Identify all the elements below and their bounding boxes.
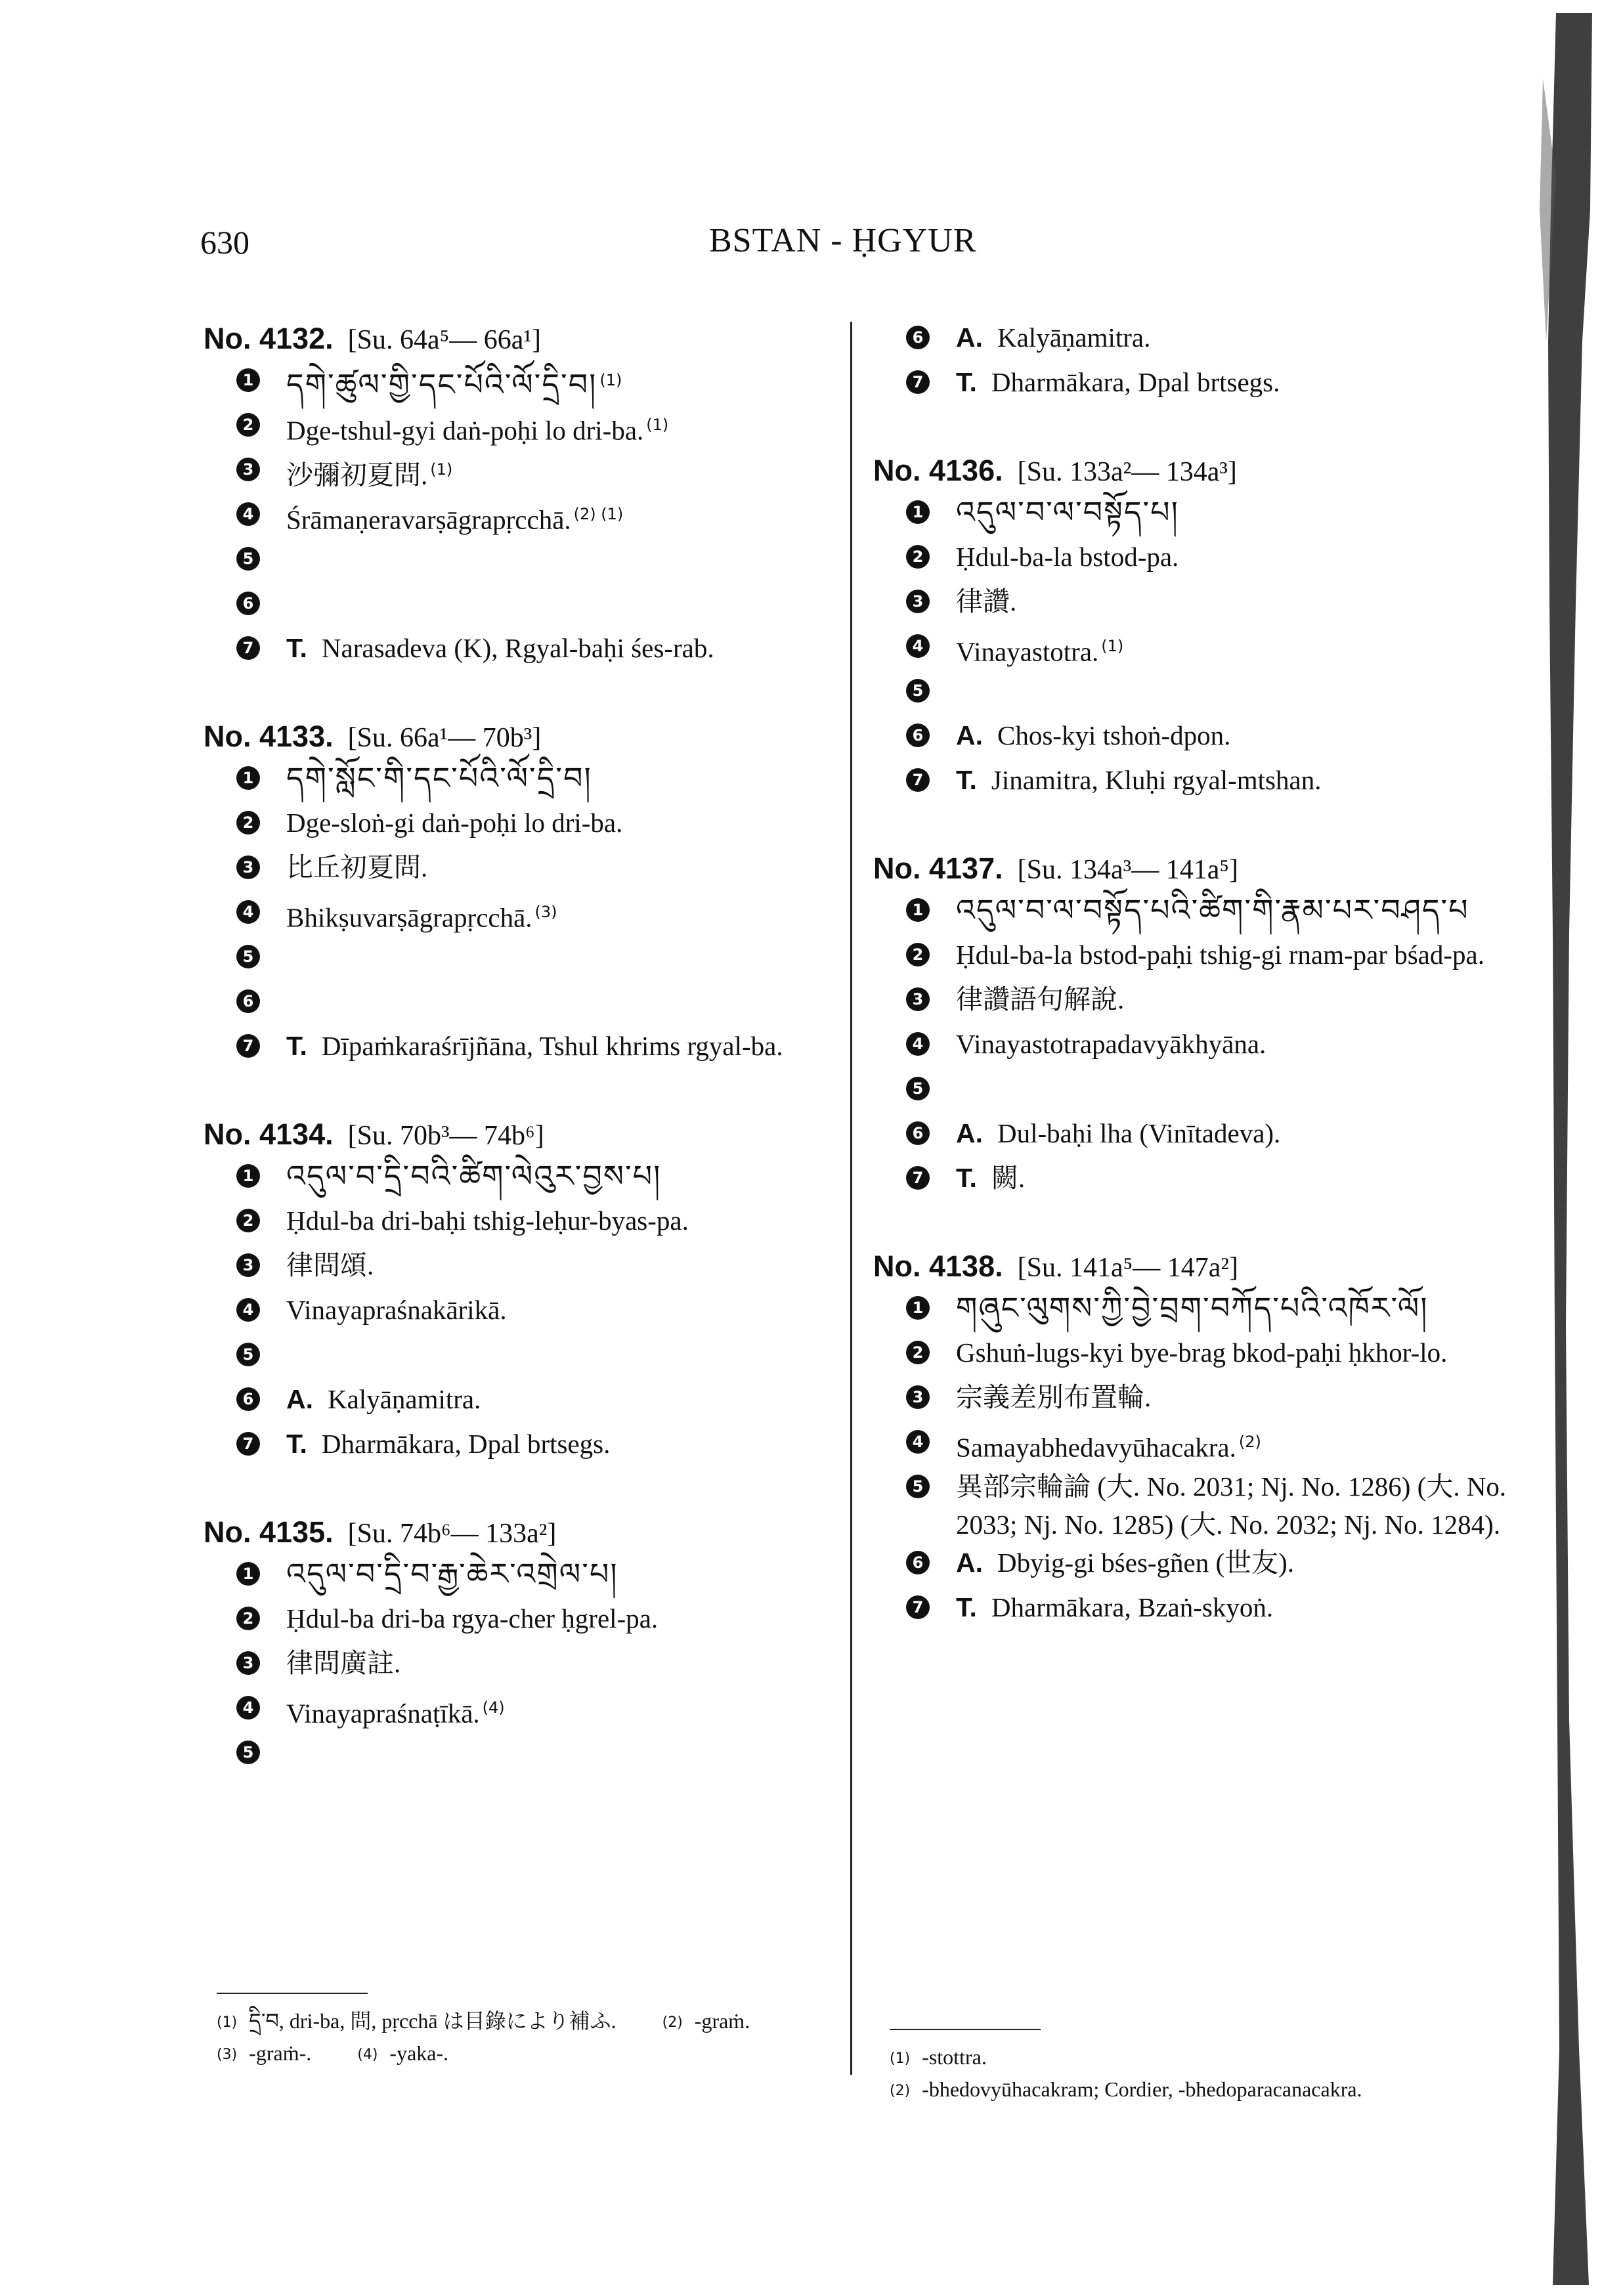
footnote-text: -graṁ. — [694, 2009, 750, 2033]
field-number-icon: 7 — [906, 1166, 930, 1190]
field-text — [286, 1157, 834, 1196]
field-number-icon: 6 — [906, 1121, 930, 1145]
entry-heading — [873, 1249, 1517, 1289]
entry-field-2 — [873, 538, 1517, 582]
field-value: Vinayastotrapadavyākhyāna. — [956, 1029, 1266, 1059]
entry-field-4 — [204, 893, 834, 938]
field-text — [286, 893, 834, 937]
footnote-marker: (1) — [599, 371, 622, 389]
entry-field-1 — [873, 1289, 1517, 1333]
entry-field-3 — [204, 848, 834, 893]
footnote-mark: (4) — [357, 2047, 378, 2063]
field-number-icon: 5 — [236, 1343, 260, 1366]
entry-field-6 — [204, 584, 834, 629]
field-number-icon: 3 — [906, 987, 930, 1011]
left-column — [204, 322, 834, 1824]
footnote-mark: (1) — [217, 2014, 238, 2031]
entry-field-5 — [873, 1070, 1517, 1114]
field-label: T. — [956, 1592, 977, 1622]
footnote-text: -graṁ-. — [249, 2041, 312, 2065]
scan-edge-smudge — [1530, 13, 1615, 2285]
field-value: Dharmākara, Dpal brtsegs. — [321, 1429, 611, 1459]
field-value: 比丘初夏問. — [286, 852, 428, 882]
field-number-icon: 1 — [236, 368, 260, 392]
tibetan-title: འདུལ་བ་ལ་བསྟོད་པ། — [956, 494, 1179, 530]
field-label: A. — [956, 1118, 983, 1148]
entry-field-5 — [204, 1335, 834, 1380]
field-text — [956, 1025, 1517, 1063]
footnote-mark: (1) — [890, 2050, 911, 2067]
field-label: A. — [956, 322, 983, 353]
field-text — [286, 1555, 834, 1594]
field-text — [956, 1423, 1517, 1467]
tibetan-title: འདུལ་བ་ལ་བསྟོད་པའི་ཚིག་གི་རྣམ་པར་བཤད་པ — [956, 892, 1469, 928]
entry-number: No. 4134. — [204, 1117, 334, 1151]
field-text — [286, 1291, 834, 1329]
footnotes-right — [890, 2029, 1546, 2106]
field-text — [286, 759, 834, 798]
field-label: T. — [956, 1163, 977, 1193]
field-value: Vinayapraśnakārikā. — [286, 1295, 507, 1325]
field-text — [286, 1380, 834, 1418]
catalog-entry — [873, 1249, 1517, 1633]
entry-field-6 — [873, 1544, 1517, 1588]
field-value: Dge-sloṅ-gi daṅ-poḥi lo dri-ba. — [286, 808, 623, 838]
catalog-entry — [873, 454, 1517, 806]
tibetan-title: དགེ་ཚུལ་གྱི་དང་པོའི་ལོ་དྲི་བ། — [286, 366, 597, 402]
field-number-icon: 1 — [906, 500, 930, 524]
catalog-entry — [873, 852, 1517, 1203]
entry-field-2 — [204, 804, 834, 848]
field-text — [286, 361, 834, 405]
footnote-marker: (2) — [1238, 1433, 1261, 1451]
field-value: Ḥdul-ba-la bstod-paḥi tshig-gi rnam-par bśad-pa. — [956, 940, 1484, 970]
entry-field-2 — [204, 1599, 834, 1644]
field-text — [286, 495, 834, 539]
footnote-text: -bhedovyūhacakram; Cordier, -bhedoparacanacakra. — [922, 2077, 1362, 2101]
field-text — [286, 1246, 834, 1284]
entry-field-7 — [204, 1425, 834, 1469]
field-text — [286, 848, 834, 886]
tibetan-title: དགེ་སློང་གི་དང་པོའི་ལོ་དྲི་བ། — [286, 760, 592, 796]
entry-field-1 — [204, 759, 834, 804]
field-text — [956, 493, 1517, 532]
entry-field-7 — [873, 1588, 1517, 1633]
folio-reference: [Su. 141a⁵— 147a²] — [1017, 1253, 1238, 1283]
field-value: 律問廣註. — [286, 1648, 401, 1678]
entry-field-4 — [204, 495, 834, 540]
entry-field-4 — [204, 1291, 834, 1335]
field-text — [956, 1289, 1517, 1328]
catalog-entry — [204, 720, 834, 1072]
footnote — [890, 2042, 1500, 2074]
folio-reference: [Su. 64a⁵— 66a¹] — [347, 325, 541, 355]
field-number-icon: 5 — [236, 547, 260, 571]
field-number-icon: 5 — [236, 945, 260, 968]
entry-heading — [204, 1515, 834, 1555]
field-value: Jinamitra, Kluḥi rgyal-mtshan. — [991, 765, 1322, 795]
field-number-icon: 1 — [906, 1296, 930, 1320]
field-number-icon: 5 — [906, 679, 930, 703]
folio-reference: [Su. 66a¹— 70b³] — [347, 723, 542, 753]
field-label: A. — [956, 720, 983, 750]
field-number-icon: 7 — [236, 1034, 260, 1058]
entry-field-5 — [204, 1733, 834, 1778]
entry-field-4 — [204, 1689, 834, 1733]
field-text — [956, 716, 1517, 754]
entry-number: No. 4135. — [204, 1515, 334, 1549]
entry-field-2 — [204, 1202, 834, 1246]
field-text — [956, 582, 1517, 620]
field-number-icon: 6 — [236, 1387, 260, 1411]
field-number-icon: 2 — [236, 1209, 260, 1232]
footnote — [217, 2006, 617, 2038]
field-label: T. — [286, 1031, 307, 1061]
footnote-marker: (2) (1) — [573, 505, 624, 523]
footnote-text: -yaka-. — [389, 2041, 449, 2065]
field-text — [956, 1588, 1517, 1626]
footnote-mark: (3) — [217, 2047, 238, 2063]
field-text — [286, 1644, 834, 1682]
entry-field-7 — [204, 629, 834, 674]
field-number-icon: 7 — [236, 1432, 260, 1456]
entry-field-6 — [204, 1380, 834, 1425]
entry-field-4 — [873, 1423, 1517, 1467]
entry-field-3 — [204, 450, 834, 495]
field-value: Ḥdul-ba dri-ba rgya-cher ḥgrel-pa. — [286, 1603, 659, 1634]
entry-number: No. 4137. — [873, 852, 1003, 885]
tibetan-title: གཞུང་ལུགས་ཀྱི་བྱེ་བྲག་བཀོད་པའི་འཁོར་ལོ། — [956, 1290, 1429, 1326]
footnote-marker: (1) — [646, 416, 669, 434]
entry-number: No. 4133. — [204, 720, 334, 753]
field-text — [286, 1202, 834, 1240]
tibetan-title: འདུལ་བ་དྲི་བའི་ཚིག་ལེའུར་བྱས་པ། — [286, 1158, 662, 1194]
entry-field-7 — [873, 761, 1517, 806]
footnote-list — [890, 2042, 1546, 2106]
footnote-marker: (4) — [482, 1699, 505, 1717]
field-value: Kalyāṇamitra. — [997, 322, 1151, 353]
field-number-icon: 4 — [906, 1032, 930, 1056]
entry-field-4 — [873, 627, 1517, 672]
field-text — [286, 804, 834, 842]
field-text — [956, 1114, 1517, 1152]
field-number-icon: 3 — [906, 590, 930, 613]
entry-heading — [204, 720, 834, 759]
field-text — [956, 538, 1517, 576]
entry-field-5 — [204, 540, 834, 584]
field-text — [956, 891, 1517, 930]
field-number-icon: 2 — [236, 811, 260, 834]
entry-heading — [204, 322, 834, 361]
footnote-mark: (2) — [662, 2014, 683, 2031]
field-value: Chos-kyi tshoṅ-dpon. — [997, 720, 1231, 750]
footnote — [357, 2038, 448, 2070]
field-value: Vinayapraśnaṭīkā. — [286, 1698, 480, 1729]
entry-number: No. 4138. — [873, 1249, 1003, 1283]
right-column — [873, 318, 1517, 1679]
footnote — [890, 2074, 1500, 2106]
field-value: Samayabhedavyūhacakra. — [956, 1432, 1236, 1463]
field-number-icon: 4 — [906, 634, 930, 658]
entry-field-1 — [204, 1157, 834, 1202]
field-number-icon: 2 — [236, 413, 260, 437]
field-value: 闕. — [991, 1163, 1026, 1193]
field-text — [286, 450, 834, 494]
field-text — [286, 629, 834, 667]
field-number-icon: 5 — [906, 1475, 930, 1498]
field-number-icon: 6 — [906, 724, 930, 747]
catalog-entry — [204, 1117, 834, 1469]
entry-number: No. 4132. — [204, 322, 334, 355]
field-value: Narasadeva (K), Rgyal-baḥi śes-rab. — [321, 633, 714, 663]
page-number: 630 — [200, 224, 249, 261]
field-value: Dīpaṁkaraśrījñāna, Tshul khrims rgyal-ba. — [321, 1031, 783, 1061]
field-value: Ḥdul-ba-la bstod-pa. — [956, 542, 1179, 572]
entry-field-3 — [204, 1246, 834, 1291]
field-number-icon: 1 — [906, 898, 930, 922]
field-text — [956, 1333, 1517, 1372]
field-number-icon: 6 — [236, 592, 260, 615]
field-value: Śrāmaṇeravarṣāgrapṛcchā. — [286, 504, 571, 535]
field-text — [956, 1378, 1517, 1416]
entry-field-2 — [873, 1333, 1517, 1378]
field-value: Dharmākara, Dpal brtsegs. — [991, 367, 1280, 397]
entry-field-1 — [204, 361, 834, 406]
field-number-icon: 3 — [236, 856, 260, 879]
field-number-icon: 4 — [236, 900, 260, 924]
entry-field-4 — [873, 1025, 1517, 1070]
folio-reference: [Su. 133a²— 134a³] — [1017, 457, 1237, 487]
field-number-icon: 3 — [236, 458, 260, 481]
footnote — [662, 2006, 750, 2038]
footnote — [217, 2038, 311, 2070]
footnote-rule — [217, 1993, 368, 1994]
field-text — [956, 1159, 1517, 1197]
field-text — [956, 318, 1517, 357]
footnote-marker: (1) — [430, 460, 453, 479]
field-text — [956, 1544, 1517, 1582]
entry-field-3 — [873, 582, 1517, 627]
field-text — [956, 1467, 1517, 1544]
field-number-icon: 7 — [236, 636, 260, 660]
entry-field-5 — [873, 672, 1517, 716]
footnote-marker: (1) — [1101, 637, 1124, 655]
entry-field-2 — [204, 406, 834, 450]
field-label: T. — [286, 1429, 307, 1459]
entry-field-7 — [204, 1027, 834, 1072]
folio-reference: [Su. 134a³— 141a⁵] — [1017, 855, 1238, 885]
field-value: 律問頌. — [286, 1250, 374, 1280]
field-text — [956, 627, 1517, 671]
field-number-icon: 3 — [906, 1385, 930, 1409]
field-number-icon: 1 — [236, 766, 260, 790]
entry-field-3 — [873, 1378, 1517, 1423]
entry-field-6 — [873, 1114, 1517, 1159]
field-value: 宗義差別布置輪. — [956, 1382, 1152, 1412]
field-number-icon: 5 — [236, 1741, 260, 1764]
folio-reference: [Su. 70b³— 74b⁶] — [347, 1121, 544, 1151]
field-value: Ḥdul-ba dri-baḥi tshig-leḥur-byas-pa. — [286, 1205, 689, 1236]
field-number-icon: 5 — [906, 1077, 930, 1100]
field-number-icon: 4 — [236, 1298, 260, 1322]
footnotes-left — [217, 1993, 847, 2070]
entry-field-6 — [873, 318, 1517, 363]
field-value: Dge-tshul-gyi daṅ-poḥi lo dri-ba. — [286, 415, 644, 446]
entry-heading — [204, 1117, 834, 1157]
field-value: Dbyig-gi bśes-gñen (世友). — [997, 1548, 1295, 1578]
entry-number: No. 4136. — [873, 454, 1003, 487]
field-value: 異部宗輪論 (大. No. 2031; Nj. No. 1286) (大. No. 2033; Nj. No. 1285) (大. No. 2032; Nj. No. 1284). — [956, 1471, 1507, 1540]
entry-heading — [873, 454, 1517, 493]
field-number-icon: 3 — [236, 1651, 260, 1675]
field-number-icon: 2 — [906, 943, 930, 966]
field-value: 沙彌初夏問. — [286, 460, 428, 490]
field-number-icon: 4 — [906, 1430, 930, 1454]
field-text — [956, 936, 1517, 974]
field-text — [286, 406, 834, 450]
entry-field-5 — [204, 938, 834, 982]
field-number-icon: 6 — [906, 326, 930, 349]
folio-reference: [Su. 74b⁶— 133a²] — [347, 1519, 557, 1549]
field-number-icon: 6 — [906, 1551, 930, 1574]
field-label: T. — [956, 367, 977, 397]
footnote-list — [217, 2006, 847, 2070]
field-label: A. — [286, 1384, 313, 1414]
field-text — [956, 363, 1517, 401]
footnote-mark: (2) — [890, 2083, 911, 2099]
running-header: BSTAN - ḤGYUR — [709, 222, 977, 259]
field-number-icon: 6 — [236, 989, 260, 1013]
field-value: Gshuṅ-lugs-kyi bye-brag bkod-paḥi ḥkhor-lo. — [956, 1337, 1448, 1368]
field-value: Bhikṣuvarṣāgrapṛcchā. — [286, 902, 532, 933]
entry-heading — [873, 852, 1517, 891]
field-label: T. — [956, 765, 977, 795]
entry-field-1 — [873, 493, 1517, 538]
field-text — [956, 761, 1517, 799]
field-number-icon: 1 — [236, 1164, 260, 1188]
field-number-icon: 4 — [236, 502, 260, 526]
entry-field-1 — [873, 891, 1517, 936]
field-value: 律讚. — [956, 586, 1017, 617]
field-value: Dharmākara, Bzaṅ-skyoṅ. — [991, 1592, 1274, 1622]
entry-field-7 — [873, 363, 1517, 408]
field-number-icon: 7 — [906, 1595, 930, 1619]
entry-field-2 — [873, 936, 1517, 980]
field-text — [286, 1689, 834, 1733]
field-value: Vinayastotra. — [956, 636, 1099, 667]
catalog-entry — [204, 1515, 834, 1778]
field-number-icon: 7 — [906, 370, 930, 394]
entry-field-5 — [873, 1467, 1517, 1544]
entry-field-1 — [204, 1555, 834, 1599]
catalog-entry — [873, 318, 1517, 408]
field-value: Dul-baḥi lha (Vinītadeva). — [997, 1118, 1281, 1148]
footnote-text: -stottra. — [922, 2045, 987, 2069]
field-number-icon: 4 — [236, 1696, 260, 1720]
field-value: Kalyāṇamitra. — [328, 1384, 481, 1414]
tibetan-title: འདུལ་བ་དྲི་བ་རྒྱ་ཆེར་འགྲེལ་པ། — [286, 1556, 618, 1592]
field-label: T. — [286, 633, 307, 663]
field-number-icon: 2 — [236, 1607, 260, 1630]
footnote-marker: (3) — [534, 903, 557, 921]
field-value: 律讚語句解說. — [956, 984, 1125, 1014]
field-number-icon: 7 — [906, 768, 930, 792]
entry-field-6 — [873, 716, 1517, 761]
field-label: A. — [956, 1548, 983, 1578]
field-number-icon: 1 — [236, 1562, 260, 1586]
entry-field-3 — [204, 1644, 834, 1689]
footnote-text: དྲི་བ, dri-ba, 問, pṛcchā は目錄により補ふ. — [249, 2009, 617, 2033]
field-text — [286, 1027, 834, 1065]
entry-field-3 — [873, 980, 1517, 1025]
field-number-icon: 2 — [906, 545, 930, 569]
column-divider — [850, 322, 852, 2075]
catalog-entry — [204, 322, 834, 674]
entry-field-7 — [873, 1159, 1517, 1203]
field-number-icon: 3 — [236, 1253, 260, 1277]
field-text — [286, 1425, 834, 1463]
field-number-icon: 2 — [906, 1341, 930, 1364]
field-text — [956, 980, 1517, 1018]
field-text — [286, 1599, 834, 1637]
entry-field-6 — [204, 982, 834, 1027]
footnote-rule — [890, 2029, 1041, 2030]
